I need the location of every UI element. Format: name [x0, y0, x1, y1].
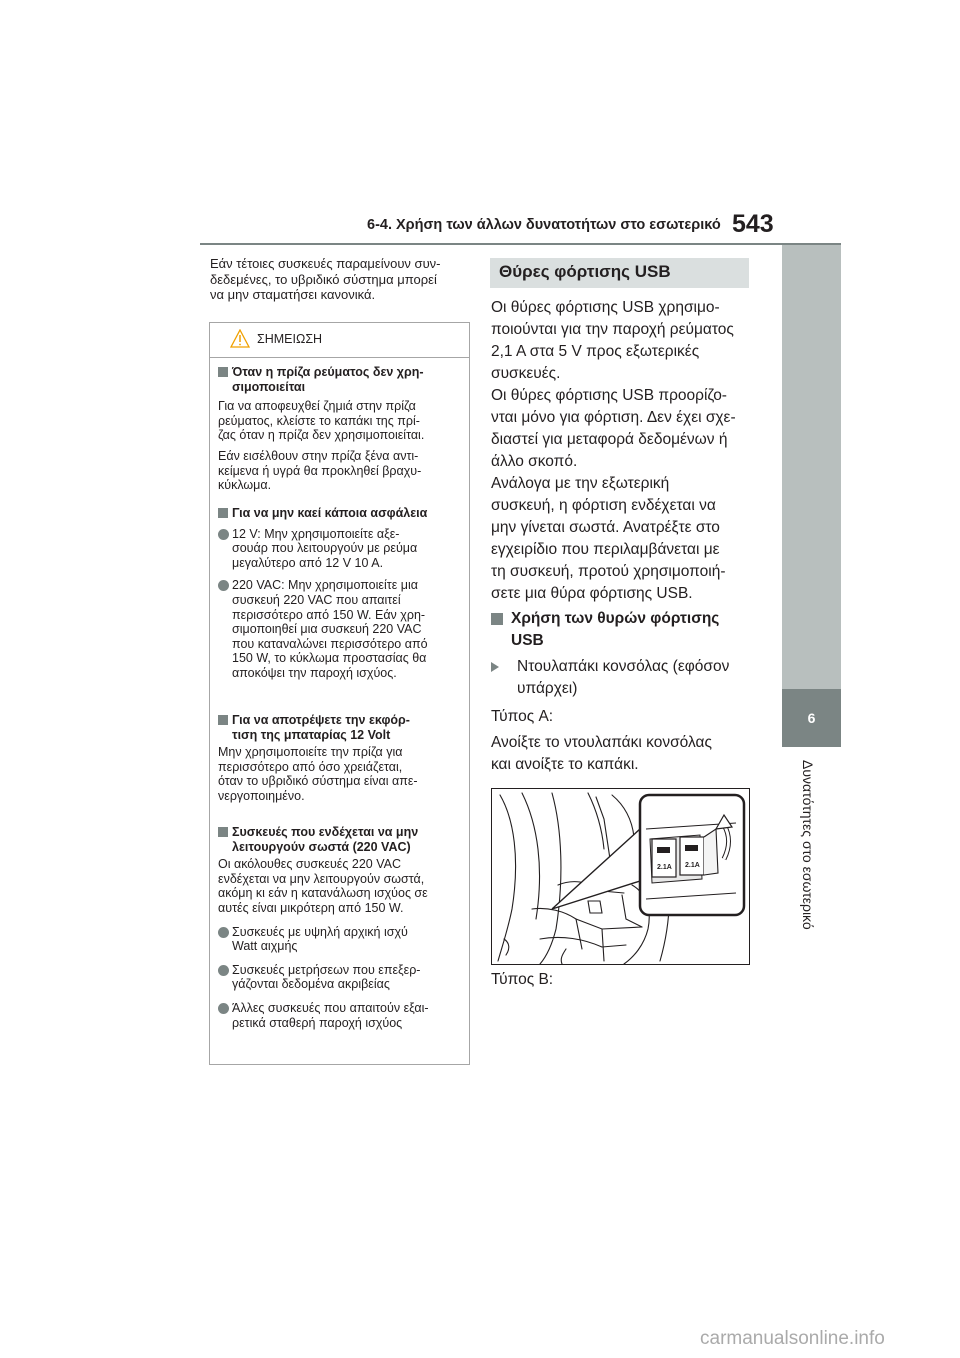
note-section-fuse [218, 506, 466, 681]
header-rule [200, 243, 841, 245]
text-line: 2,1 A στα 5 V προς εξωτερικές [491, 343, 700, 360]
text-line: σιμοποιηθεί μια συσκευή 220 VAC [232, 622, 422, 637]
text-line: Συσκευές μετρήσεων που επεξερ- [232, 962, 421, 977]
text-line: ρεύματος, κλείστε το καπάκι της πρί- [218, 413, 420, 428]
paragraph [218, 745, 466, 803]
text-line: Συσκευές που ενδέχεται να μην [232, 825, 419, 839]
chapter-label-text: Δυνατότητες στο εσωτερικό [800, 760, 816, 930]
text-line: αυτές είναι μικρότερη από 150 W. [218, 900, 404, 915]
text-line: Εάν εισέλθουν στην πρίζα ξένα αντι- [218, 448, 419, 463]
text-line: Εάν τέτοιες συσκευές παραμείνουν συν- [210, 256, 441, 271]
text-line: Για να αποτρέψετε την εκφόρ- [232, 713, 410, 727]
text-line: ακόμη κι εάν η κατανάλωση ισχύος σε [218, 886, 428, 901]
note-section-socket-unused [218, 365, 466, 493]
text-line: μεγαλύτερο από 12 V 10 A. [232, 555, 384, 570]
text-line: Οι ακόλουθες συσκευές 220 VAC [218, 857, 401, 872]
square-bullet-icon [218, 367, 228, 377]
port-2-label: 2.1A [685, 862, 700, 869]
text-line: ενδέχεται να μην λειτουργούν σωστά, [218, 871, 425, 886]
note-box [209, 322, 470, 1065]
section-heading [218, 506, 466, 521]
text-line: Όταν η πρίζα ρεύματος δεν χρη- [232, 365, 424, 379]
text-line: συσκευή, η φόρτιση ενδέχεται να [491, 497, 716, 514]
warning-triangle-icon [230, 329, 250, 348]
chapter-side-label [794, 760, 822, 960]
text-line: γάζονται δεδομένα ακριβείας [232, 977, 390, 992]
note-section-battery [218, 713, 466, 804]
text-line: νται μόνο για φόρτιση. Δεν έχει σχε- [491, 409, 736, 426]
text-line: Ντουλαπάκι κονσόλας (εφόσον [517, 658, 730, 675]
text-line: άλλο σκοπό. [491, 453, 578, 470]
text-line: λειτουργούν σωστά (220 VAC) [232, 839, 411, 854]
usb-heading-text: Θύρες φόρτισης USB [499, 262, 671, 281]
text-line: Για να αποφευχθεί ζημιά στην πρίζα [218, 399, 416, 414]
text-line: 220 VAC: Μην χρησιμοποιείτε μια [232, 578, 418, 593]
list-item [218, 527, 466, 571]
list-item [218, 925, 466, 954]
port-1-label: 2.1A [657, 864, 672, 871]
text-line: σουάρ που λειτουργούν με ρεύμα [232, 541, 418, 556]
round-bullet-icon [218, 965, 229, 976]
section-heading [218, 365, 466, 394]
text-line: περισσότερο από όσο χρειάζεται, [218, 759, 403, 774]
text-line: νεργοποιημένο. [218, 788, 305, 803]
section-heading [218, 713, 466, 742]
running-header: 6-4. Χρήση των άλλων δυνατοτήτων στο εσωτερικό [367, 217, 721, 233]
text-line: Συσκευές με υψηλή αρχική ισχύ [232, 924, 408, 939]
square-bullet-icon [218, 508, 228, 518]
page-number: 543 [732, 210, 774, 238]
text-line: 12 V: Μην χρησιμοποιείτε αξε- [232, 526, 400, 541]
intro-paragraph [210, 256, 475, 303]
paragraph [218, 449, 466, 493]
round-bullet-icon [218, 580, 229, 591]
type-b-label: Τύπος B: [491, 971, 554, 988]
chapter-tab-band [782, 245, 841, 690]
text-line: και ανοίξτε το καπάκι. [491, 756, 639, 773]
text-line: να μην σταματήσει κανονικά. [210, 287, 376, 302]
text-line: Χρήση των θυρών φόρτισης [511, 610, 720, 627]
text-line: συσκευή 220 VAC που απαιτεί [232, 592, 401, 607]
note-title: ΣΗΜΕΙΩΣΗ [257, 332, 323, 346]
round-bullet-icon [218, 927, 229, 938]
list-item [218, 1001, 466, 1030]
text-line: διαστεί για μεταφορά δεδομένων ή [491, 431, 728, 448]
section-heading [218, 825, 466, 854]
list-item [218, 963, 466, 992]
paragraph [218, 399, 466, 443]
text-line: που καταναλώνει περισσότερο από [232, 636, 428, 651]
square-bullet-icon [218, 715, 228, 725]
text-line: υπάρχει) [517, 680, 578, 697]
text-line: συσκευές. [491, 365, 561, 382]
text-line: Ανάλογα με την εξωτερική [491, 475, 670, 492]
text-line: εγχειρίδιο που περιλαμβάνεται με [491, 541, 720, 558]
text-line: τη συσκευή, προτού χρησιμοποιή- [491, 563, 726, 580]
text-line: Άλλες συσκευές που απαιτούν εξαι- [232, 1000, 429, 1015]
text-line: αποκόψει την παροχή ισχύος. [232, 665, 397, 680]
usb-usage-heading [491, 608, 761, 652]
type-a-instruction [491, 732, 761, 776]
text-line: ποιούνται για την παροχή ρεύματος [491, 321, 734, 338]
text-line: 150 W, το κύκλωμα προστασίας θα [232, 651, 427, 666]
type-a-label: Τύπος A: [491, 708, 554, 725]
step-console-box [491, 656, 761, 700]
console-drawing [492, 789, 749, 964]
triangle-bullet-icon [491, 662, 508, 672]
text-line: ζας όταν η πρίζα δεν χρησιμοποιείται. [218, 428, 425, 443]
text-line: μην γίνεται σωστά. Ανατρέξτε στο [491, 519, 720, 536]
usb-port-illustration [491, 788, 750, 965]
text-line: σιμοποιείται [232, 379, 306, 394]
text-line: Οι θύρες φόρτισης USB προορίζο- [491, 387, 727, 404]
usb-port-2 [680, 837, 704, 875]
chapter-number-tab: 6 [782, 689, 841, 747]
text-line: σετε μια θύρα φόρτισης USB. [491, 585, 693, 602]
text-line: USB [511, 632, 544, 649]
text-line: τιση της μπαταρίας 12 Volt [232, 727, 391, 742]
text-line: Μην χρησιμοποιείτε την πρίζα για [218, 745, 403, 760]
text-line: ρετικά σταθερή παροχή ισχύος [232, 1015, 403, 1030]
list-item [218, 578, 466, 680]
text-line: κείμενα ή υγρά θα προκληθεί βραχυ- [218, 463, 422, 478]
square-bullet-icon [491, 613, 503, 625]
paragraph [218, 857, 466, 915]
usb-port-1 [652, 839, 676, 877]
text-line: Watt αιχμής [232, 939, 298, 954]
text-line: Οι θύρες φόρτισης USB χρησιμο- [491, 299, 720, 316]
round-bullet-icon [218, 529, 229, 540]
text-line: Ανοίξτε το ντουλαπάκι κονσόλας [491, 734, 712, 751]
text-line: περισσότερο από 150 W. Εάν χρη- [232, 607, 426, 622]
usb-paragraph-1 [491, 297, 761, 605]
text-line: Για να μην καεί κάποια ασφάλεια [232, 506, 428, 520]
text-line: όταν το υβριδικό σύστημα είναι απε- [218, 774, 418, 789]
usb-section-heading [490, 258, 749, 288]
square-bullet-icon [218, 827, 228, 837]
round-bullet-icon [218, 1003, 229, 1014]
note-header [210, 323, 469, 358]
text-line: δεδεμένες, το υβριδικό σύστημα μπορεί [210, 271, 437, 287]
note-section-devices [218, 825, 466, 1030]
watermark: carmanualsonline.info [700, 1328, 885, 1349]
text-line: κύκλωμα. [218, 478, 272, 493]
